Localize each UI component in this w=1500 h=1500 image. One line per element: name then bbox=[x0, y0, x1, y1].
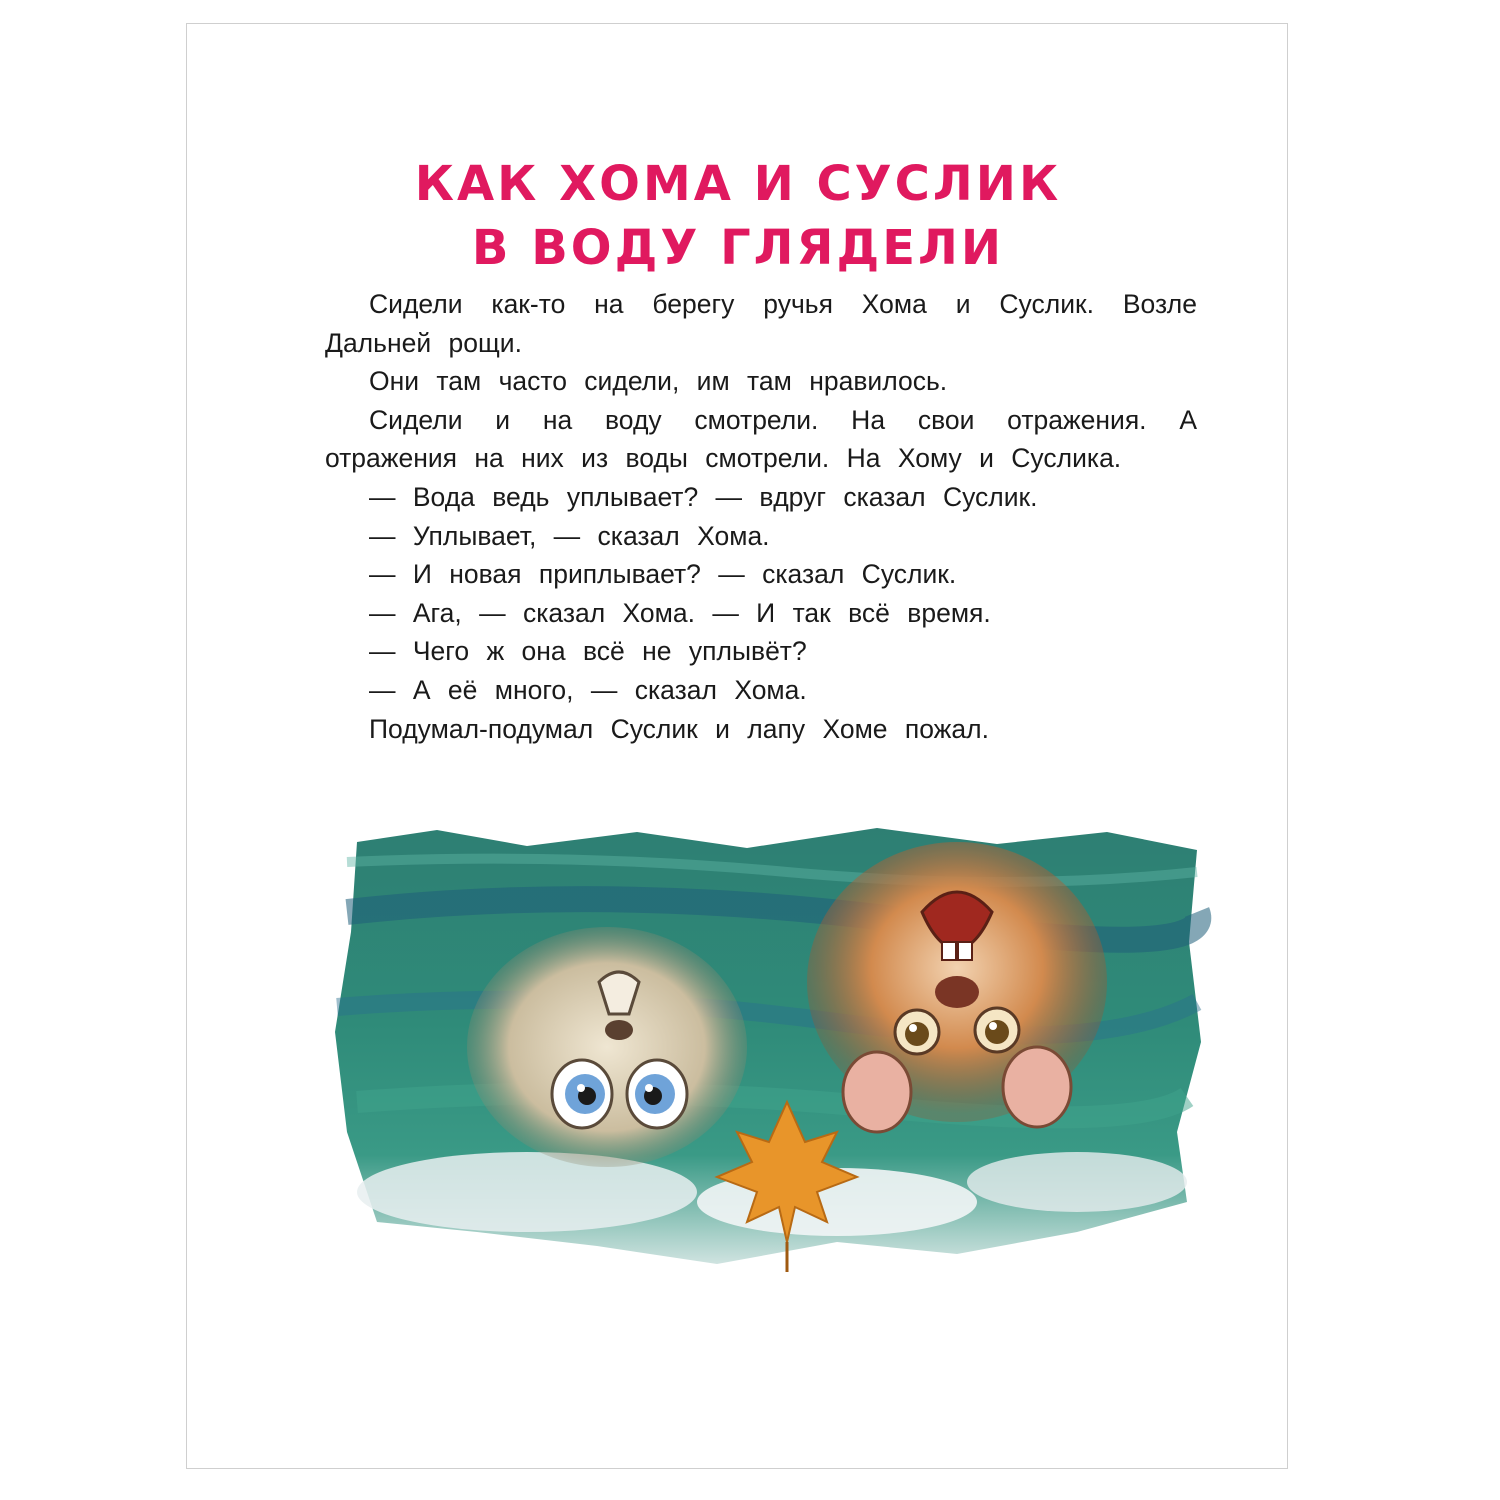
paragraph: — Уплывает, — сказал Хома. bbox=[369, 520, 770, 551]
paragraph: Сидели и на воду смотрели. На свои отражения. А отражения на них из воды смотрели. На Хому и Суслика. bbox=[325, 404, 1197, 474]
story-text bbox=[325, 285, 1197, 748]
paragraph: Они там часто сидели, им там нравилось. bbox=[369, 366, 948, 397]
hamster-reflection bbox=[467, 927, 747, 1167]
paragraph: Подумал-подумал Суслик и лапу Хоме пожал. bbox=[369, 713, 989, 744]
title-line-1: КАК ХОМА И СУСЛИК bbox=[414, 156, 1062, 212]
paragraph: — Чего ж она всё не уплывёт? bbox=[369, 636, 807, 667]
cloud-reflection bbox=[967, 1152, 1187, 1212]
story-title bbox=[187, 152, 1289, 280]
title-line-2: В ВОДУ ГЛЯДЕЛИ bbox=[471, 220, 1005, 276]
paragraph: — А её много, — сказал Хома. bbox=[369, 674, 807, 705]
water-reflection-painting bbox=[317, 802, 1217, 1272]
paragraph: — И новая приплывает? — сказал Суслик. bbox=[369, 559, 957, 590]
book-page bbox=[186, 23, 1288, 1469]
paragraph: — Ага, — сказал Хома. — И так всё время. bbox=[369, 597, 991, 628]
gopher-reflection bbox=[807, 842, 1107, 1132]
paragraph: — Вода ведь уплывает? — вдруг сказал Суслик. bbox=[369, 481, 1038, 512]
paragraph: Сидели как-то на берегу ручья Хома и Суслик. Возле Дальней рощи. bbox=[325, 289, 1197, 358]
story-illustration bbox=[317, 802, 1217, 1272]
cloud-reflection bbox=[357, 1152, 697, 1232]
